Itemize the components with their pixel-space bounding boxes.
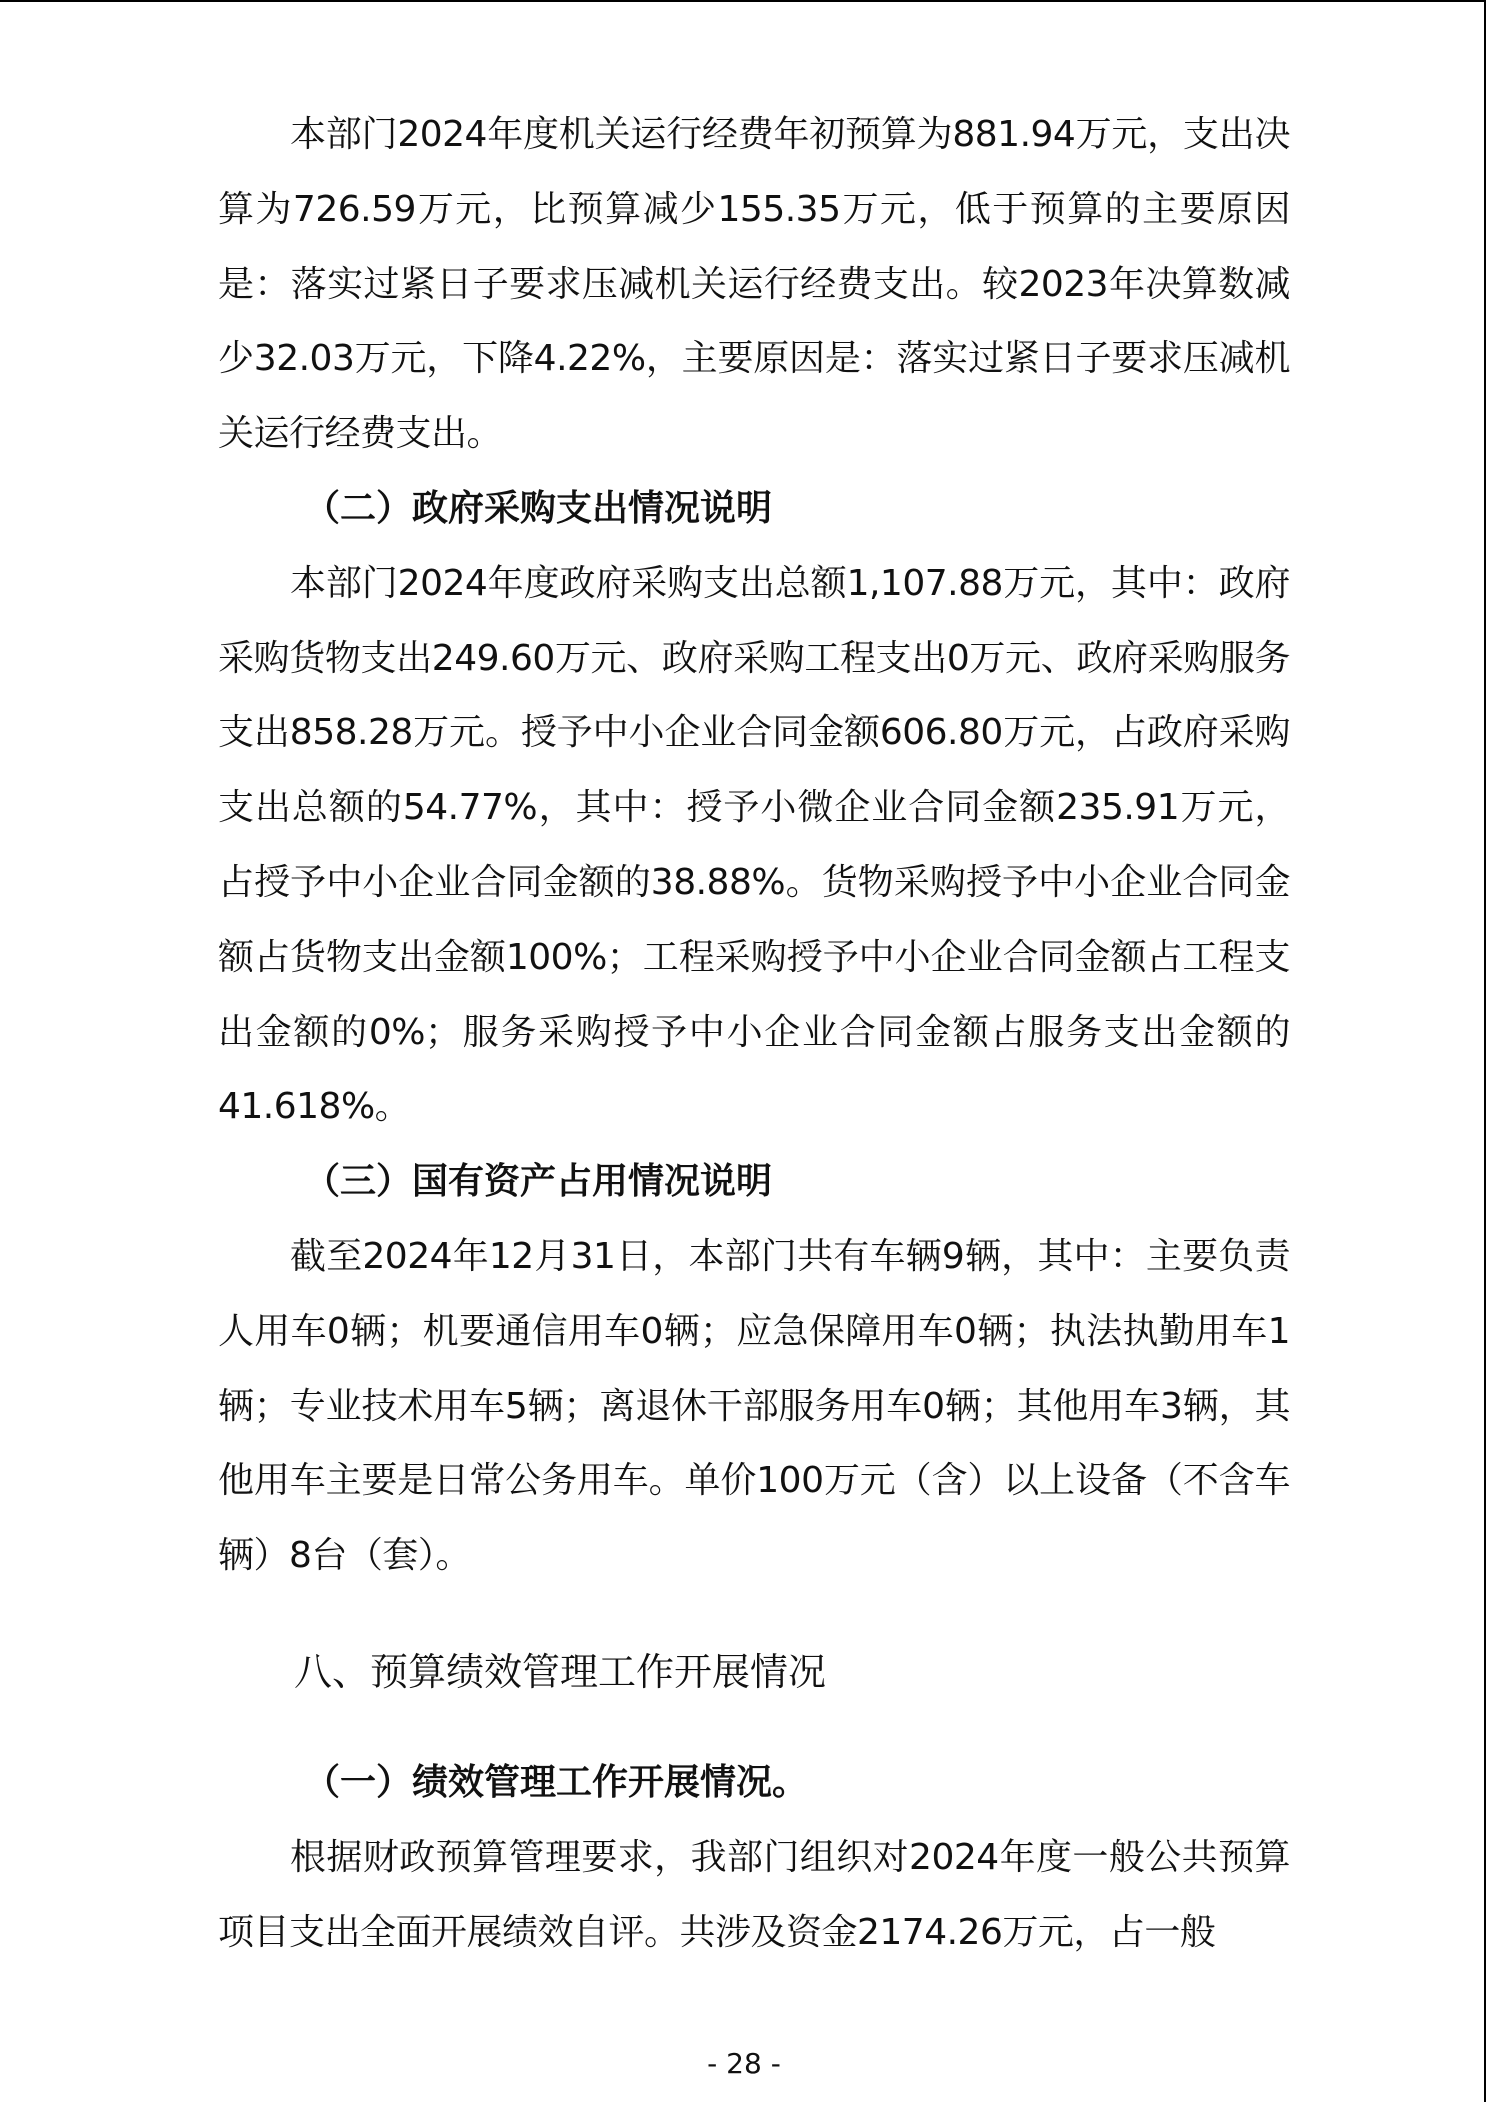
- page-number: - 28 -: [707, 2047, 781, 2080]
- subheading-state-assets: （三）国有资产占用情况说明: [304, 1161, 773, 1203]
- document-body: [218, 98, 1290, 1970]
- paragraph-government-procurement: 本部门2024年度政府采购支出总额1,107.88万元，其中：政府采购货物支出249.60万元、政府采购工程支出0万元、政府采购服务支出858.28万元。授予中小企业合同金额606.80万元，占政府采购支出总额的54.77%，其中：授予小微企业合同金额235.91万元，占授予中小企业合同金额的38.88%。货物采购授予中小企业合同金额占货物支出金额100%；工程采购授予中小企业合同金额占工程支出金额的0%；服务采购授予中小企业合同金额占服务支出金额的41.618%。: [218, 562, 1290, 1128]
- subheading-performance-work: （一）绩效管理工作开展情况。: [304, 1761, 809, 1803]
- paragraph-state-assets: 截至2024年12月31日，本部门共有车辆9辆，其中：主要负责人用车0辆；机要通信用车0辆；应急保障用车0辆；执法执勤用车1辆；专业技术用车5辆；离退休干部服务用车0辆；其他用车3辆，其他用车主要是日常公务用车。单价100万元（含）以上设备（不含车辆）8台（套）。: [218, 1235, 1290, 1577]
- subheading-government-procurement: （二）政府采购支出情况说明: [304, 487, 773, 529]
- section-heading-performance-management: 八、预算绩效管理工作开展情况: [294, 1649, 827, 1694]
- paragraph-performance-work: 根据财政预算管理要求，我部门组织对2024年度一般公共预算项目支出全面开展绩效自评。共涉及资金2174.26万元，占一般: [218, 1836, 1290, 1953]
- paragraph-operating-expenses: 本部门2024年度机关运行经费年初预算为881.94万元，支出决算为726.59万元，比预算减少155.35万元，低于预算的主要原因是：落实过紧日子要求压减机关运行经费支出。较2023年决算数减少32.03万元，下降4.22%，主要原因是：落实过紧日子要求压减机关运行经费支出。: [218, 114, 1290, 455]
